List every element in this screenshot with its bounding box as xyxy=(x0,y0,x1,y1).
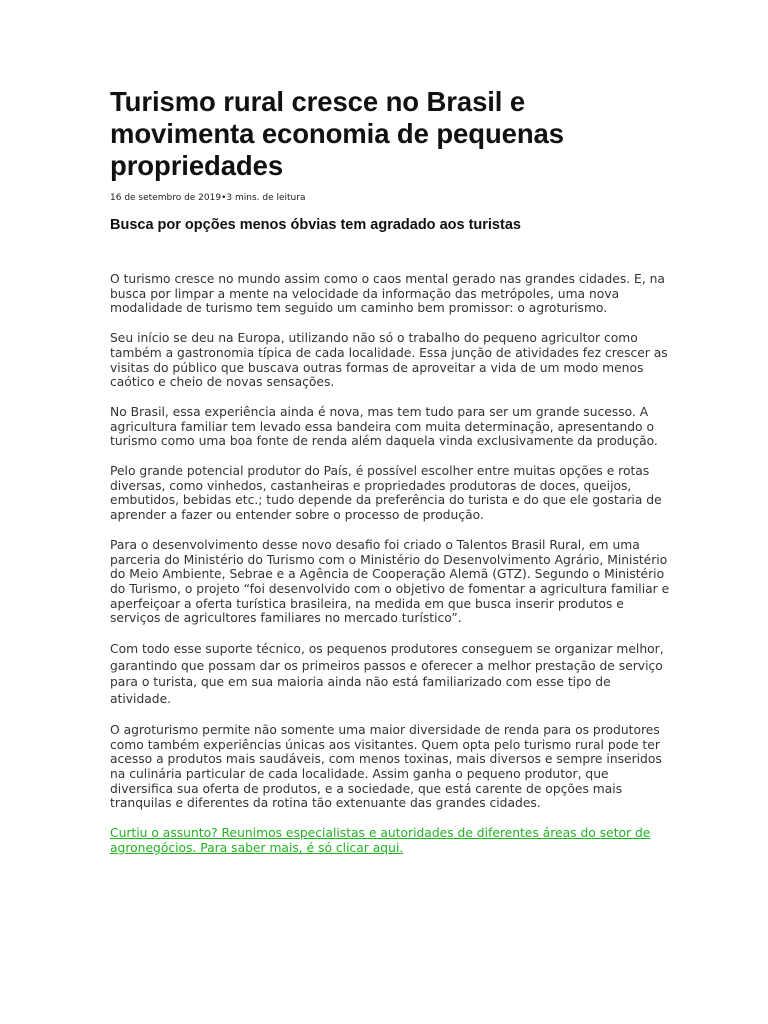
paragraph: Seu início se deu na Europa, utilizando não só o trabalho do pequeno agricultor como também a gastronomia típica de cada localidade. Essa junção de atividades fez crescer as visitas do público que buscava outras formas de aproveitar a vida de um modo menos caótico e cheio de novas sensações. xyxy=(110,331,668,390)
article-title: Turismo rural cresce no Brasil e movimenta economia de pequenas propriedades xyxy=(110,86,564,181)
article-subtitle: Busca por opções menos óbvias tem agradado aos turistas xyxy=(110,217,521,233)
paragraph: No Brasil, essa experiência ainda é nova, mas tem tudo para ser um grande sucesso. A agricultura familiar tem levado essa bandeira com muita determinação, apresentando o turismo como uma boa fonte de renda além daquela vinda exclusivamente da produção. xyxy=(110,404,658,449)
paragraph: Para o desenvolvimento desse novo desafio foi criado o Talentos Brasil Rural, em uma parceria do Ministério do Turismo com o Ministério do Desenvolvimento Agrário, Ministério do Meio Ambiente, Sebrae e a Agência de Cooperação Alemã (GTZ). Segundo o Ministério do Turismo, o projeto “foi desenvolvido com o objetivo de fomentar a agricultura familiar e aperfeiçoar a oferta turística brasileira, na medida em que busca inserir produtos e serviços de agricultores familiares no mercado turístico”. xyxy=(110,537,670,626)
article-meta: 16 de setembro de 2019•3 mins. de leitura xyxy=(110,193,306,203)
article-body xyxy=(110,272,670,856)
paragraph: Com todo esse suporte técnico, os pequenos produtores conseguem se organizar melhor, garantindo que possam dar os primeiros passos e oferecer a melhor prestação de serviço para o turista, que em sua maioria ainda não está familiarizado com esse tipo de atividade. xyxy=(110,642,664,707)
article xyxy=(110,86,670,856)
paragraph: Pelo grande potencial produtor do País, é possível escolher entre muitas opções e rotas diversas, como vinhedos, castanheiras e propriedades produtoras de doces, queijos, embutidos, bebidas etc.; tudo depende da preferência do turista e do que ele gostaria de aprender a fazer ou entender sobre o processo de produção. xyxy=(110,464,662,523)
learn-more-link[interactable]: Curtiu o assunto? Reunimos especialistas e autoridades de diferentes áreas do setor de agronegócios. Para saber mais, é só clicar aqui. xyxy=(110,826,651,856)
paragraph: O agroturismo permite não somente uma maior diversidade de renda para os produtores como também experiências únicas aos visitantes. Quem opta pelo turismo rural pode ter acesso a produtos mais saudáveis, com menos toxinas, mais diversos e sempre inseridos na culinária particular de cada localidade. Assim ganha o pequeno produtor, que diversifica sua oferta de produtos, e a sociedade, que está carente de opções mais tranquilas e diferentes da rotina tão extenuante das grandes cidades. xyxy=(110,722,662,811)
paragraph: O turismo cresce no mundo assim como o caos mental gerado nas grandes cidades. E, na busca por limpar a mente na velocidade da informação das metrópoles, uma nova modalidade de turismo tem seguido um caminho bem promissor: o agroturismo. xyxy=(110,272,665,316)
